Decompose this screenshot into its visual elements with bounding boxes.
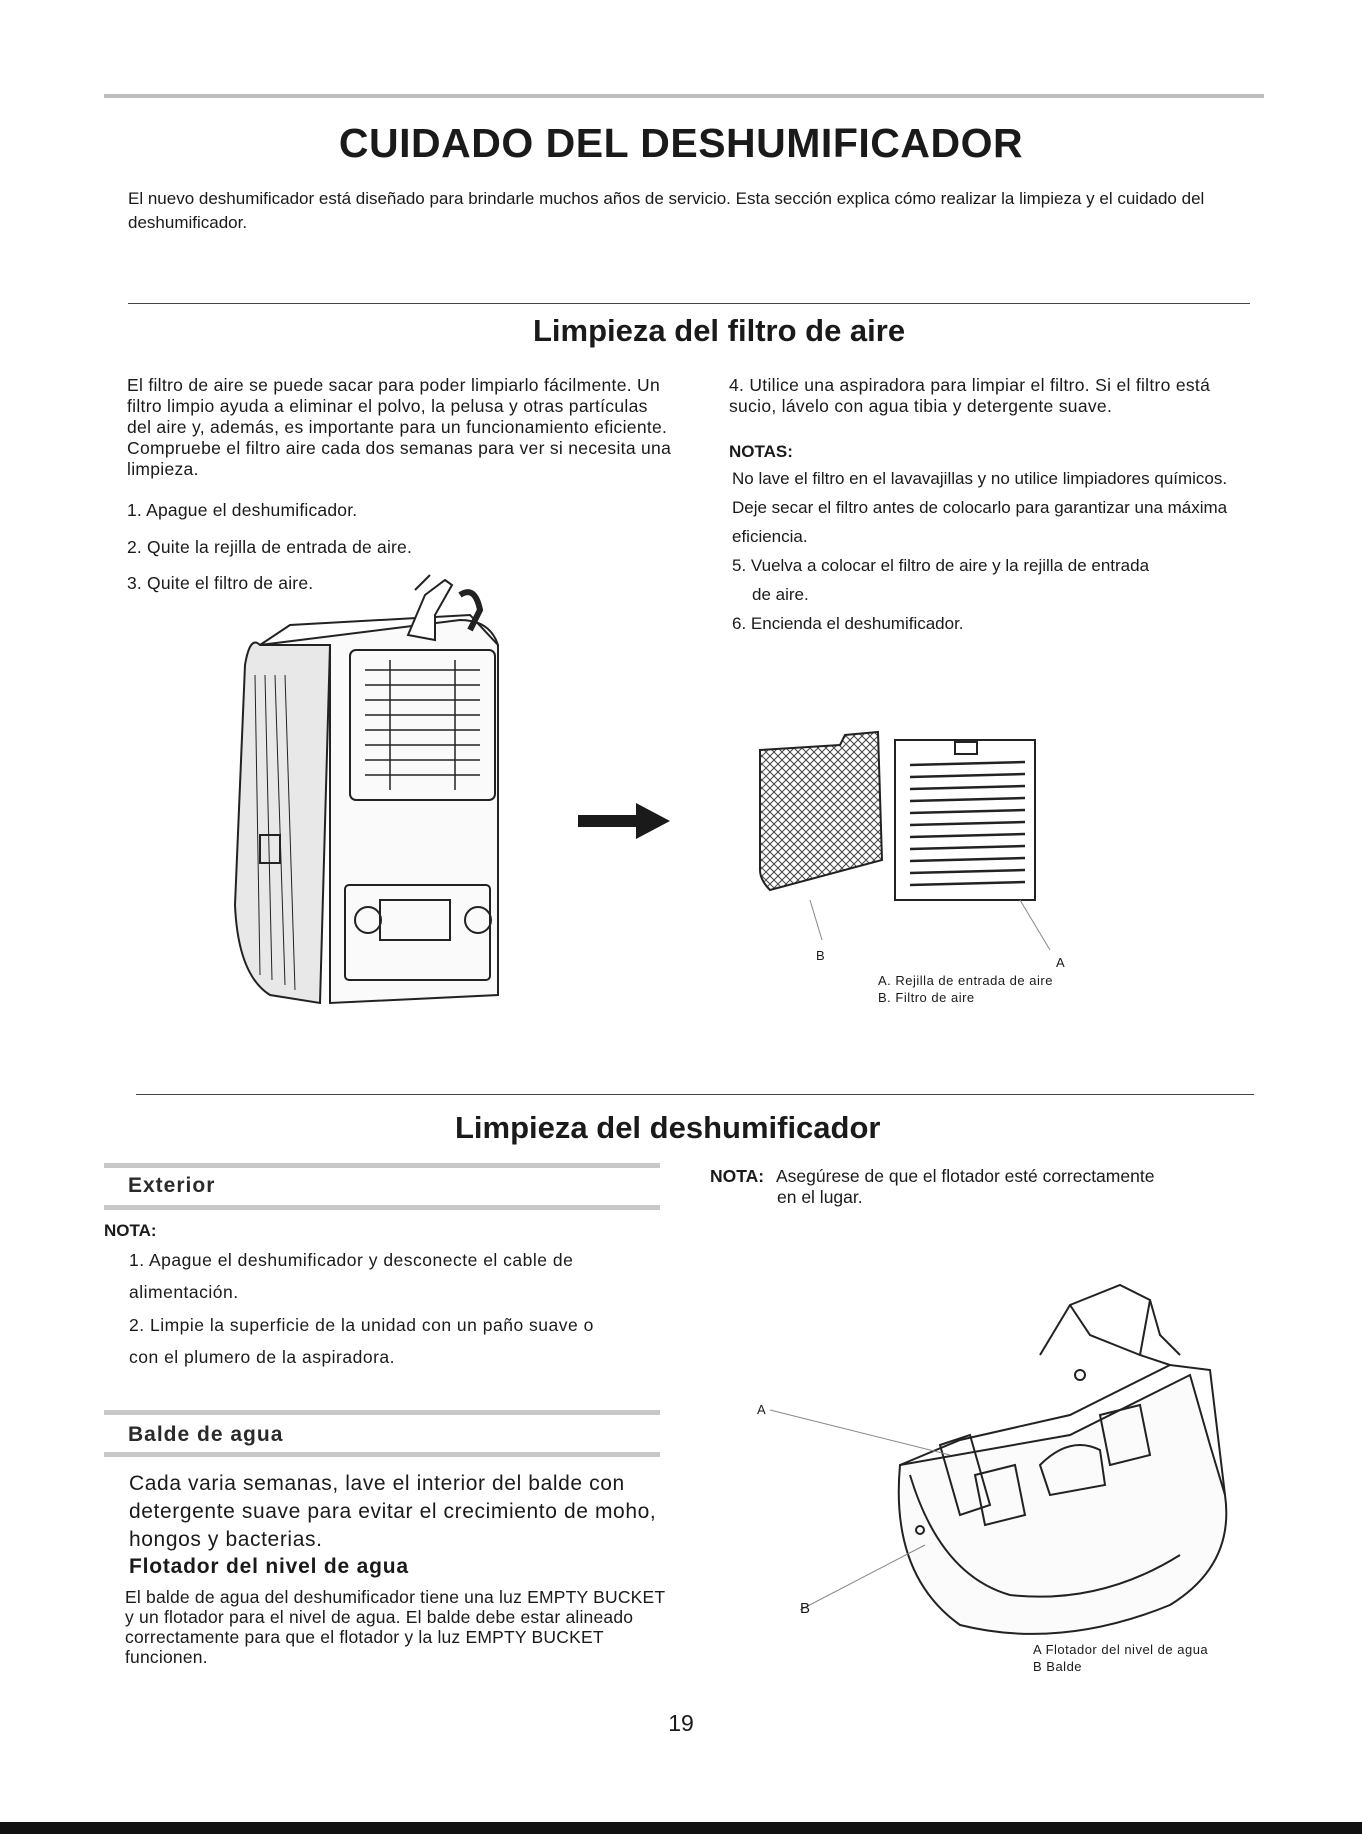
exterior-step-2a: 2. Limpie la superficie de la unidad con un paño suave o bbox=[129, 1315, 594, 1335]
notes-text: No lave el filtro en el lavavajillas y no utilice limpiadores químicos. Deje secar el filtro antes de colocarlo para garantizar una máxima eficiencia. bbox=[732, 469, 1228, 546]
notes-title: NOTAS: bbox=[729, 442, 793, 461]
exterior-label: Exterior bbox=[128, 1174, 216, 1197]
right-nota-text-b: en el lugar. bbox=[777, 1187, 863, 1207]
right-nota-label: NOTA: bbox=[710, 1166, 765, 1186]
water-bucket-illustration bbox=[840, 1275, 1240, 1650]
filter-step-1: 1. Apague el deshumificador. bbox=[127, 500, 358, 520]
bucket-label-b: B bbox=[800, 1600, 811, 1617]
bucket-subheader bbox=[104, 1410, 660, 1460]
float-title: Flotador del nivel de agua bbox=[129, 1555, 409, 1578]
filter-section-heading: Limpieza del filtro de aire bbox=[533, 313, 906, 348]
bucket-text: Cada varia semanas, lave el interior del balde con detergente suave para evitar el crecimiento de moho, hongos y bacterias. bbox=[129, 1472, 657, 1551]
bucket-label: Balde de agua bbox=[128, 1423, 284, 1446]
filter-label-b: B bbox=[816, 948, 826, 963]
filter-step-4: 4. Utilice una aspiradora para limpiar el filtro. Si el filtro está sucio, lávelo con agua tibia y detergente suave. bbox=[729, 375, 1211, 416]
filter-grille-illustration bbox=[750, 720, 1040, 960]
filter-step-2: 2. Quite la rejilla de entrada de aire. bbox=[127, 537, 413, 557]
filter-step-3: 3. Quite el filtro de aire. bbox=[127, 573, 314, 593]
exterior-step-2b: con el plumero de la aspiradora. bbox=[129, 1347, 396, 1367]
exterior-nota-label: NOTA: bbox=[104, 1221, 157, 1240]
filter-step-5b: de aire. bbox=[752, 585, 809, 604]
bucket-label-a: A bbox=[757, 1402, 767, 1417]
bottom-border bbox=[0, 1822, 1362, 1834]
section-divider-cleaning bbox=[136, 1094, 1254, 1095]
page-number: 19 bbox=[668, 1710, 694, 1736]
exterior-subheader bbox=[104, 1163, 660, 1213]
page-title: CUIDADO DEL DESHUMIFICADOR bbox=[338, 120, 1024, 166]
dehumidifier-rear-illustration bbox=[230, 575, 530, 1015]
exterior-step-1a: 1. Apague el deshumificador y desconecte el cable de bbox=[129, 1250, 574, 1270]
float-text: El balde de agua del deshumificador tiene una luz EMPTY BUCKET y un flotador para el nivel de agua. El balde debe estar alineado correctamente para que el flotador y la luz EMPTY BUCKET funcionen. bbox=[125, 1587, 665, 1667]
top-rule bbox=[104, 94, 1264, 98]
arrow-right-icon bbox=[578, 803, 670, 839]
bucket-legend-a: A Flotador del nivel de agua bbox=[1033, 1642, 1209, 1657]
right-nota-text-a: Asegúrese de que el flotador esté correctamente bbox=[776, 1166, 1155, 1186]
filter-step-5a: 5. Vuelva a colocar el filtro de aire y la rejilla de entrada bbox=[732, 556, 1150, 575]
filter-legend-a: A. Rejilla de entrada de aire bbox=[878, 973, 1053, 988]
filter-paragraph: El filtro de aire se puede sacar para poder limpiarlo fácilmente. Un filtro limpio ayuda a eliminar el polvo, la pelusa y otras partículas del aire y, además, es importante para un funcionamiento eficiente. Compruebe el filtro aire cada dos semanas para ver si necesita una limpieza. bbox=[127, 375, 672, 479]
filter-label-a: A bbox=[1056, 955, 1066, 970]
filter-step-6: 6. Encienda el deshumificador. bbox=[732, 614, 964, 633]
intro-text: El nuevo deshumificador está diseñado para brindarle muchos años de servicio. Esta sección explica cómo realizar la limpieza y el cuidado del deshumificador. bbox=[128, 189, 1205, 232]
exterior-step-1b: alimentación. bbox=[129, 1282, 239, 1302]
section-divider-filter bbox=[128, 303, 1250, 304]
bucket-legend-b: B Balde bbox=[1033, 1659, 1083, 1674]
cleaning-section-heading: Limpieza del deshumificador bbox=[455, 1110, 881, 1145]
filter-legend-b: B. Filtro de aire bbox=[878, 990, 975, 1005]
